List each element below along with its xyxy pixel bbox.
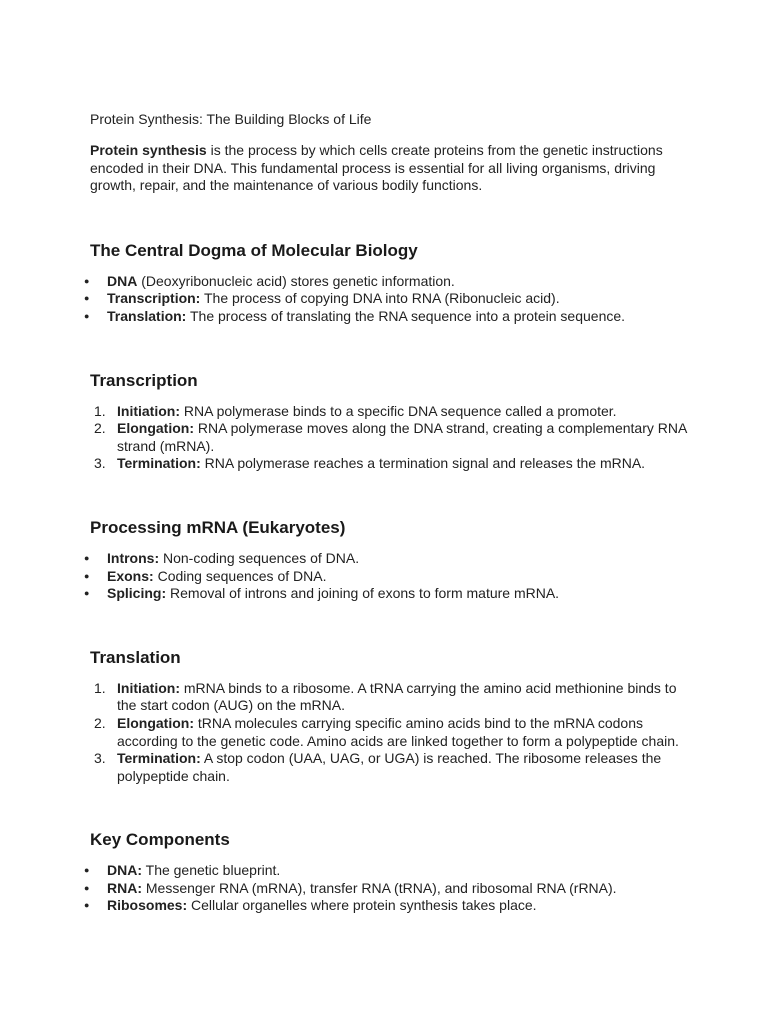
item-text: The process of translating the RNA sequence into a protein sequence. [186, 307, 626, 324]
heading-central-dogma: The Central Dogma of Molecular Biology [90, 240, 418, 260]
item-term: Initiation: [117, 402, 180, 419]
item-term: DNA [107, 272, 138, 289]
item-term: Ribosomes: [107, 897, 188, 914]
list-item [90, 550, 690, 568]
heading-translation: Translation [90, 647, 181, 667]
list-item [90, 585, 690, 603]
list-item [90, 862, 690, 880]
item-term: Elongation: [117, 420, 194, 437]
list-item [90, 308, 690, 326]
item-text: mRNA binds to a ribosome. A tRNA carrying the amino acid methionine binds to the start codon (AUG) on the mRNA. [117, 679, 677, 714]
list-item [90, 403, 690, 421]
item-term: Transcription: [107, 290, 201, 307]
item-number: 2. [94, 714, 106, 731]
translation-steps [90, 680, 690, 786]
key-components-list [90, 862, 690, 915]
document-title: Protein Synthesis: The Building Blocks of Life [90, 111, 372, 127]
list-item [90, 880, 690, 898]
list-item [90, 750, 690, 785]
item-text: RNA polymerase binds to a specific DNA sequence called a promoter. [180, 402, 617, 419]
item-number: 1. [94, 679, 106, 696]
processing-mrna-list [90, 550, 690, 603]
item-text: Removal of introns and joining of exons to form mature mRNA. [166, 585, 560, 602]
item-term: Initiation: [117, 679, 180, 696]
item-text: Non-coding sequences of DNA. [159, 549, 360, 566]
item-term: Splicing: [107, 585, 167, 602]
central-dogma-list [90, 273, 690, 326]
item-term: Termination: [117, 750, 201, 767]
item-term: Termination: [117, 455, 201, 472]
item-text: A stop codon (UAA, UAG, or UGA) is reached. The ribosome releases the polypeptide chain. [117, 750, 662, 784]
item-text: RNA polymerase moves along the DNA strand, creating a complementary RNA strand (mRNA). [117, 420, 687, 454]
item-text: The process of copying DNA into RNA (Ribonucleic acid). [200, 290, 560, 307]
item-term: Translation: [107, 307, 187, 324]
item-term: RNA: [107, 879, 142, 896]
intro-term: Protein synthesis [90, 142, 207, 158]
item-text: The genetic blueprint. [142, 862, 281, 879]
item-term: Exons: [107, 567, 154, 584]
heading-transcription: Transcription [90, 370, 198, 390]
intro-paragraph [90, 142, 690, 195]
item-term: Introns: [107, 549, 160, 566]
item-text: RNA polymerase reaches a termination signal and releases the mRNA. [200, 455, 646, 472]
item-number: 2. [94, 420, 106, 437]
list-item [90, 455, 690, 473]
item-text: Messenger RNA (mRNA), transfer RNA (tRNA), and ribosomal RNA (rRNA). [142, 879, 617, 896]
list-item [90, 897, 690, 915]
item-text: tRNA molecules carrying specific amino acids bind to the mRNA codons according to the genetic code. Amino acids are linked together to form a polypeptide chain. [117, 714, 679, 749]
item-text: (Deoxyribonucleic acid) stores genetic information. [137, 272, 455, 289]
transcription-steps [90, 403, 690, 473]
heading-processing-mrna: Processing mRNA (Eukaryotes) [90, 517, 346, 537]
list-item [90, 273, 690, 291]
heading-key-components: Key Components [90, 830, 230, 850]
intro-text: is the process by which cells create proteins from the genetic instructions encoded in their DNA. This fundamental process is essential for all living organisms, driving growth, repair, and the maintenance of various bodily functions. [90, 142, 663, 194]
item-number: 1. [94, 402, 106, 419]
item-number: 3. [94, 455, 106, 472]
item-text: Coding sequences of DNA. [153, 567, 327, 584]
list-item [90, 715, 690, 750]
document-body [90, 110, 690, 915]
list-item [90, 290, 690, 308]
item-number: 3. [94, 750, 106, 767]
list-item [90, 568, 690, 586]
item-term: DNA: [107, 862, 142, 879]
item-text: Cellular organelles where protein synthesis takes place. [187, 897, 537, 914]
list-item [90, 420, 690, 455]
list-item [90, 680, 690, 715]
item-term: Elongation: [117, 714, 194, 731]
